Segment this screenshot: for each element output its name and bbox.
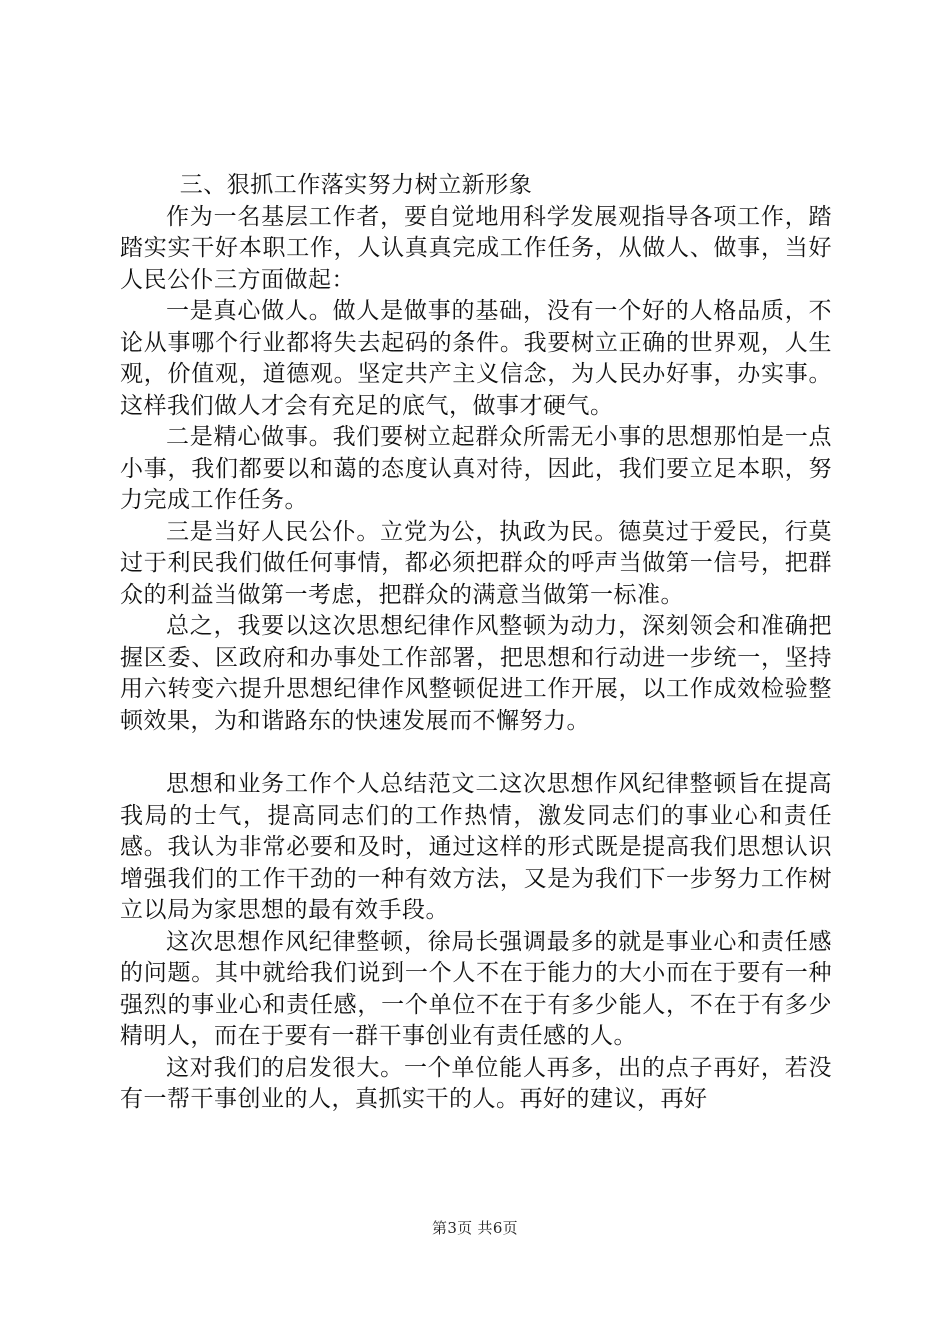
section-heading: 三、狠抓工作落实努力树立新形象 — [179, 172, 533, 198]
paragraph-intro: 作为一名基层工作者，要自觉地用科学发展观指导各项工作，踏踏实实干好本职工作，人认真真完成工作任务，从做人、做事，当好人民公仆三方面做起： — [120, 203, 832, 293]
paragraph-point-three: 三是当好人民公仆。立党为公，执政为民。德莫过于爱民，行莫过于利民我们做任何事情，都必须把群众的呼声当做第一信号，把群众的利益当做第一考虑，把群众的满意当做第一标准。 — [120, 518, 832, 608]
document-body — [120, 170, 832, 1116]
paragraph-responsibility: 这次思想作风纪律整顿，徐局长强调最多的就是事业心和责任感的问题。其中就给我们说到一个人不在于能力的大小而在于要有一种强烈的事业心和责任感，一个单位不在于有多少能人，不在于有多少精明人，而在于要有一群干事创业有责任感的人。 — [120, 928, 832, 1049]
paragraph-point-two: 二是精心做事。我们要树立起群众所需无小事的思想那怕是一点小事，我们都要以和蔼的态度认真对待，因此，我们要立足本职，努力完成工作任务。 — [120, 424, 832, 513]
section-spacer — [120, 737, 832, 769]
paragraph-point-one: 一是真心做人。做人是做事的基础，没有一个好的人格品质，不论从事哪个行业都将失去起码的条件。我要树立正确的世界观，人生观，价值观，道德观。坚定共产主义信念，为人民办好事，办实事。这样我们做人才会有充足的底气，做事才硬气。 — [120, 298, 832, 419]
paragraph-inspiration: 这对我们的启发很大。一个单位能人再多，出的点子再好，若没有一帮干事创业的人，真抓实干的人。再好的建议，再好 — [120, 1054, 832, 1112]
paragraph-conclusion: 总之，我要以这次思想纪律作风整顿为动力，深刻领会和准确把握区委、区政府和办事处工作部署，把思想和行动进一步统一，坚持用六转变六提升思想纪律作风整顿促进工作开展，以工作成效检验整顿效果，为和谐路东的快速发展而不懈努力。 — [120, 613, 832, 734]
page-number-footer: 第3页 共6页 — [432, 1219, 518, 1237]
paragraph-sample-two-intro: 思想和业务工作个人总结范文二这次思想作风纪律整顿旨在提高我局的士气，提高同志们的工作热情，激发同志们的事业心和责任感。我认为非常必要和及时，通过这样的形式既是提高我们思想认识增强我们的工作干劲的一种有效方法，又是为我们下一步努力工作树立以局为家思想的最有效手段。 — [120, 771, 832, 923]
